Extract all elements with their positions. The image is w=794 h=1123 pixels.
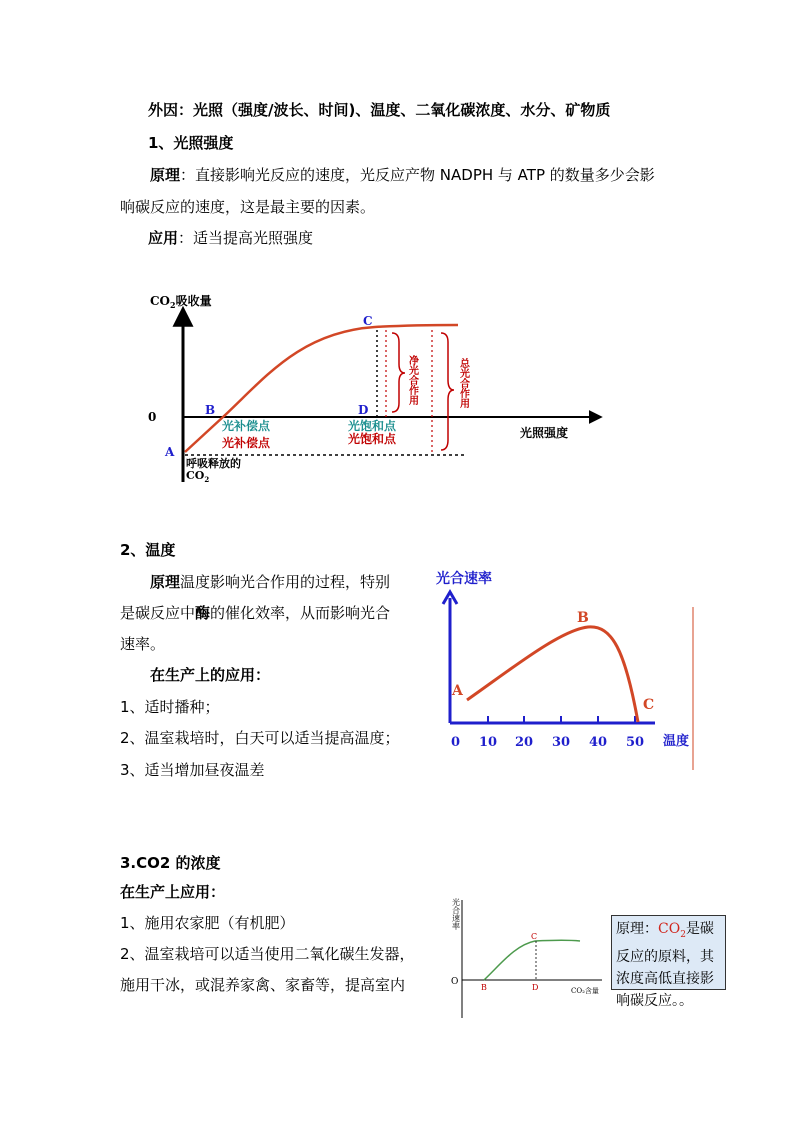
chart3-ylabel: 光合速率: [451, 898, 461, 930]
chart1-zero-label: 0: [148, 410, 157, 424]
sec1-principle-text-2: 响碳反应的速度，这是最主要的因素。: [120, 198, 376, 216]
sec2-title: 2、温度: [120, 541, 176, 559]
sec3-item-1: 1、施用农家肥（有机肥）: [120, 914, 295, 932]
chart2-tick-40: 40: [589, 735, 608, 750]
chart3-point-c: C: [531, 932, 538, 941]
sec2-principle-text-2a: 是碳反应中: [120, 604, 196, 622]
chart3-curve: [484, 940, 580, 980]
intro-heading: 外因：光照（强度/波长、时间)、温度、二氧化碳浓度、水分、矿物质: [148, 101, 611, 119]
chart2-tick-10: 10: [479, 735, 498, 750]
chart1-resp-label: 呼吸释放的: [186, 457, 241, 470]
sec1-app-label: 应用: [148, 229, 179, 247]
chart1-d-label-red: 光饱和点: [348, 432, 397, 446]
chart1-point-b: B: [205, 403, 216, 417]
chart2-point-c: C: [643, 697, 655, 713]
chart3-point-d: D: [532, 983, 539, 992]
sec3-title: 3.CO2 的浓度: [120, 854, 221, 872]
sec2-principle-3: 速率。: [120, 635, 166, 653]
chart2-tick-20: 20: [515, 735, 534, 750]
sec3-item-2: 2、温室栽培可以适当使用二氧化碳生发器，: [120, 945, 415, 963]
chart1-b-label-red: 光补偿点: [222, 436, 271, 450]
chart2-point-b: B: [577, 610, 589, 626]
sec2-principle-label: 原理: [150, 573, 181, 591]
chart2-tick-30: 30: [552, 735, 571, 750]
sec1-principle-text-1: ：直接影响光反应的速度，光反应产物 NADPH 与 ATP 的数量多少会影: [180, 166, 655, 184]
sec1-app-text: ：适当提高光照强度: [178, 229, 314, 247]
sec2-item-1: 1、适时播种；: [120, 698, 220, 716]
chart2-point-a: A: [452, 683, 463, 699]
sec3-app-title: 在生产上应用：: [120, 883, 226, 901]
chart1-point-c: C: [363, 314, 373, 328]
chart1-point-a: A: [165, 445, 175, 459]
chart1-point-d: D: [358, 403, 369, 417]
chart1-d-label-teal: 光饱和点: [348, 419, 397, 433]
chart2-tick-50: 50: [626, 735, 645, 750]
note-line-3: 浓度高低直接影: [616, 970, 714, 987]
sec2-enzyme-word: 酶: [195, 604, 211, 622]
chart3-xlabel: CO₂含量: [571, 987, 599, 995]
sec1-principle-label: 原理: [150, 166, 181, 184]
sec2-principle-text-2c: 的催化效率，从而影响光合: [210, 604, 391, 622]
chart1-gross-label: 总光合作用: [457, 358, 469, 408]
chart2-tick-0: 0: [451, 735, 461, 750]
note-line-1: 原理：$CO_2$是碳: [616, 921, 714, 940]
sec3-item-3: 施用干冰，或混养家禽、家畜等，提高室内: [120, 976, 406, 994]
chart1-resp-co2: $CO_2$: [186, 469, 210, 484]
chart1-ylabel: $CO_2$吸收量: [150, 294, 212, 310]
sec2-principle-text-1: 温度影响光合作用的过程，特别: [180, 573, 391, 591]
chart1-net-label: 净光合作用: [406, 355, 418, 405]
chart1-b-label-teal: 光补偿点: [222, 419, 271, 433]
chart2-xlabel: 温度: [663, 734, 690, 749]
note-line-2: 反应的原料，其: [616, 948, 714, 965]
chart3-zero-label: O: [451, 977, 459, 987]
sec1-title: 1、光照强度: [148, 134, 234, 152]
sec2-item-2: 2、温室栽培时，白天可以适当提高温度；: [120, 729, 400, 747]
co2-principle-note: [611, 915, 726, 1009]
sec2-app-title: 在生产上的应用：: [150, 666, 271, 684]
chart2-ylabel: 光合速率: [436, 571, 492, 587]
sec2-item-3: 3、适当增加昼夜温差: [120, 761, 265, 779]
chart1-xlabel: 光照强度: [520, 426, 569, 440]
note-line-4: 响碳反应。。: [616, 992, 693, 1009]
chart3-point-b: B: [481, 983, 487, 992]
